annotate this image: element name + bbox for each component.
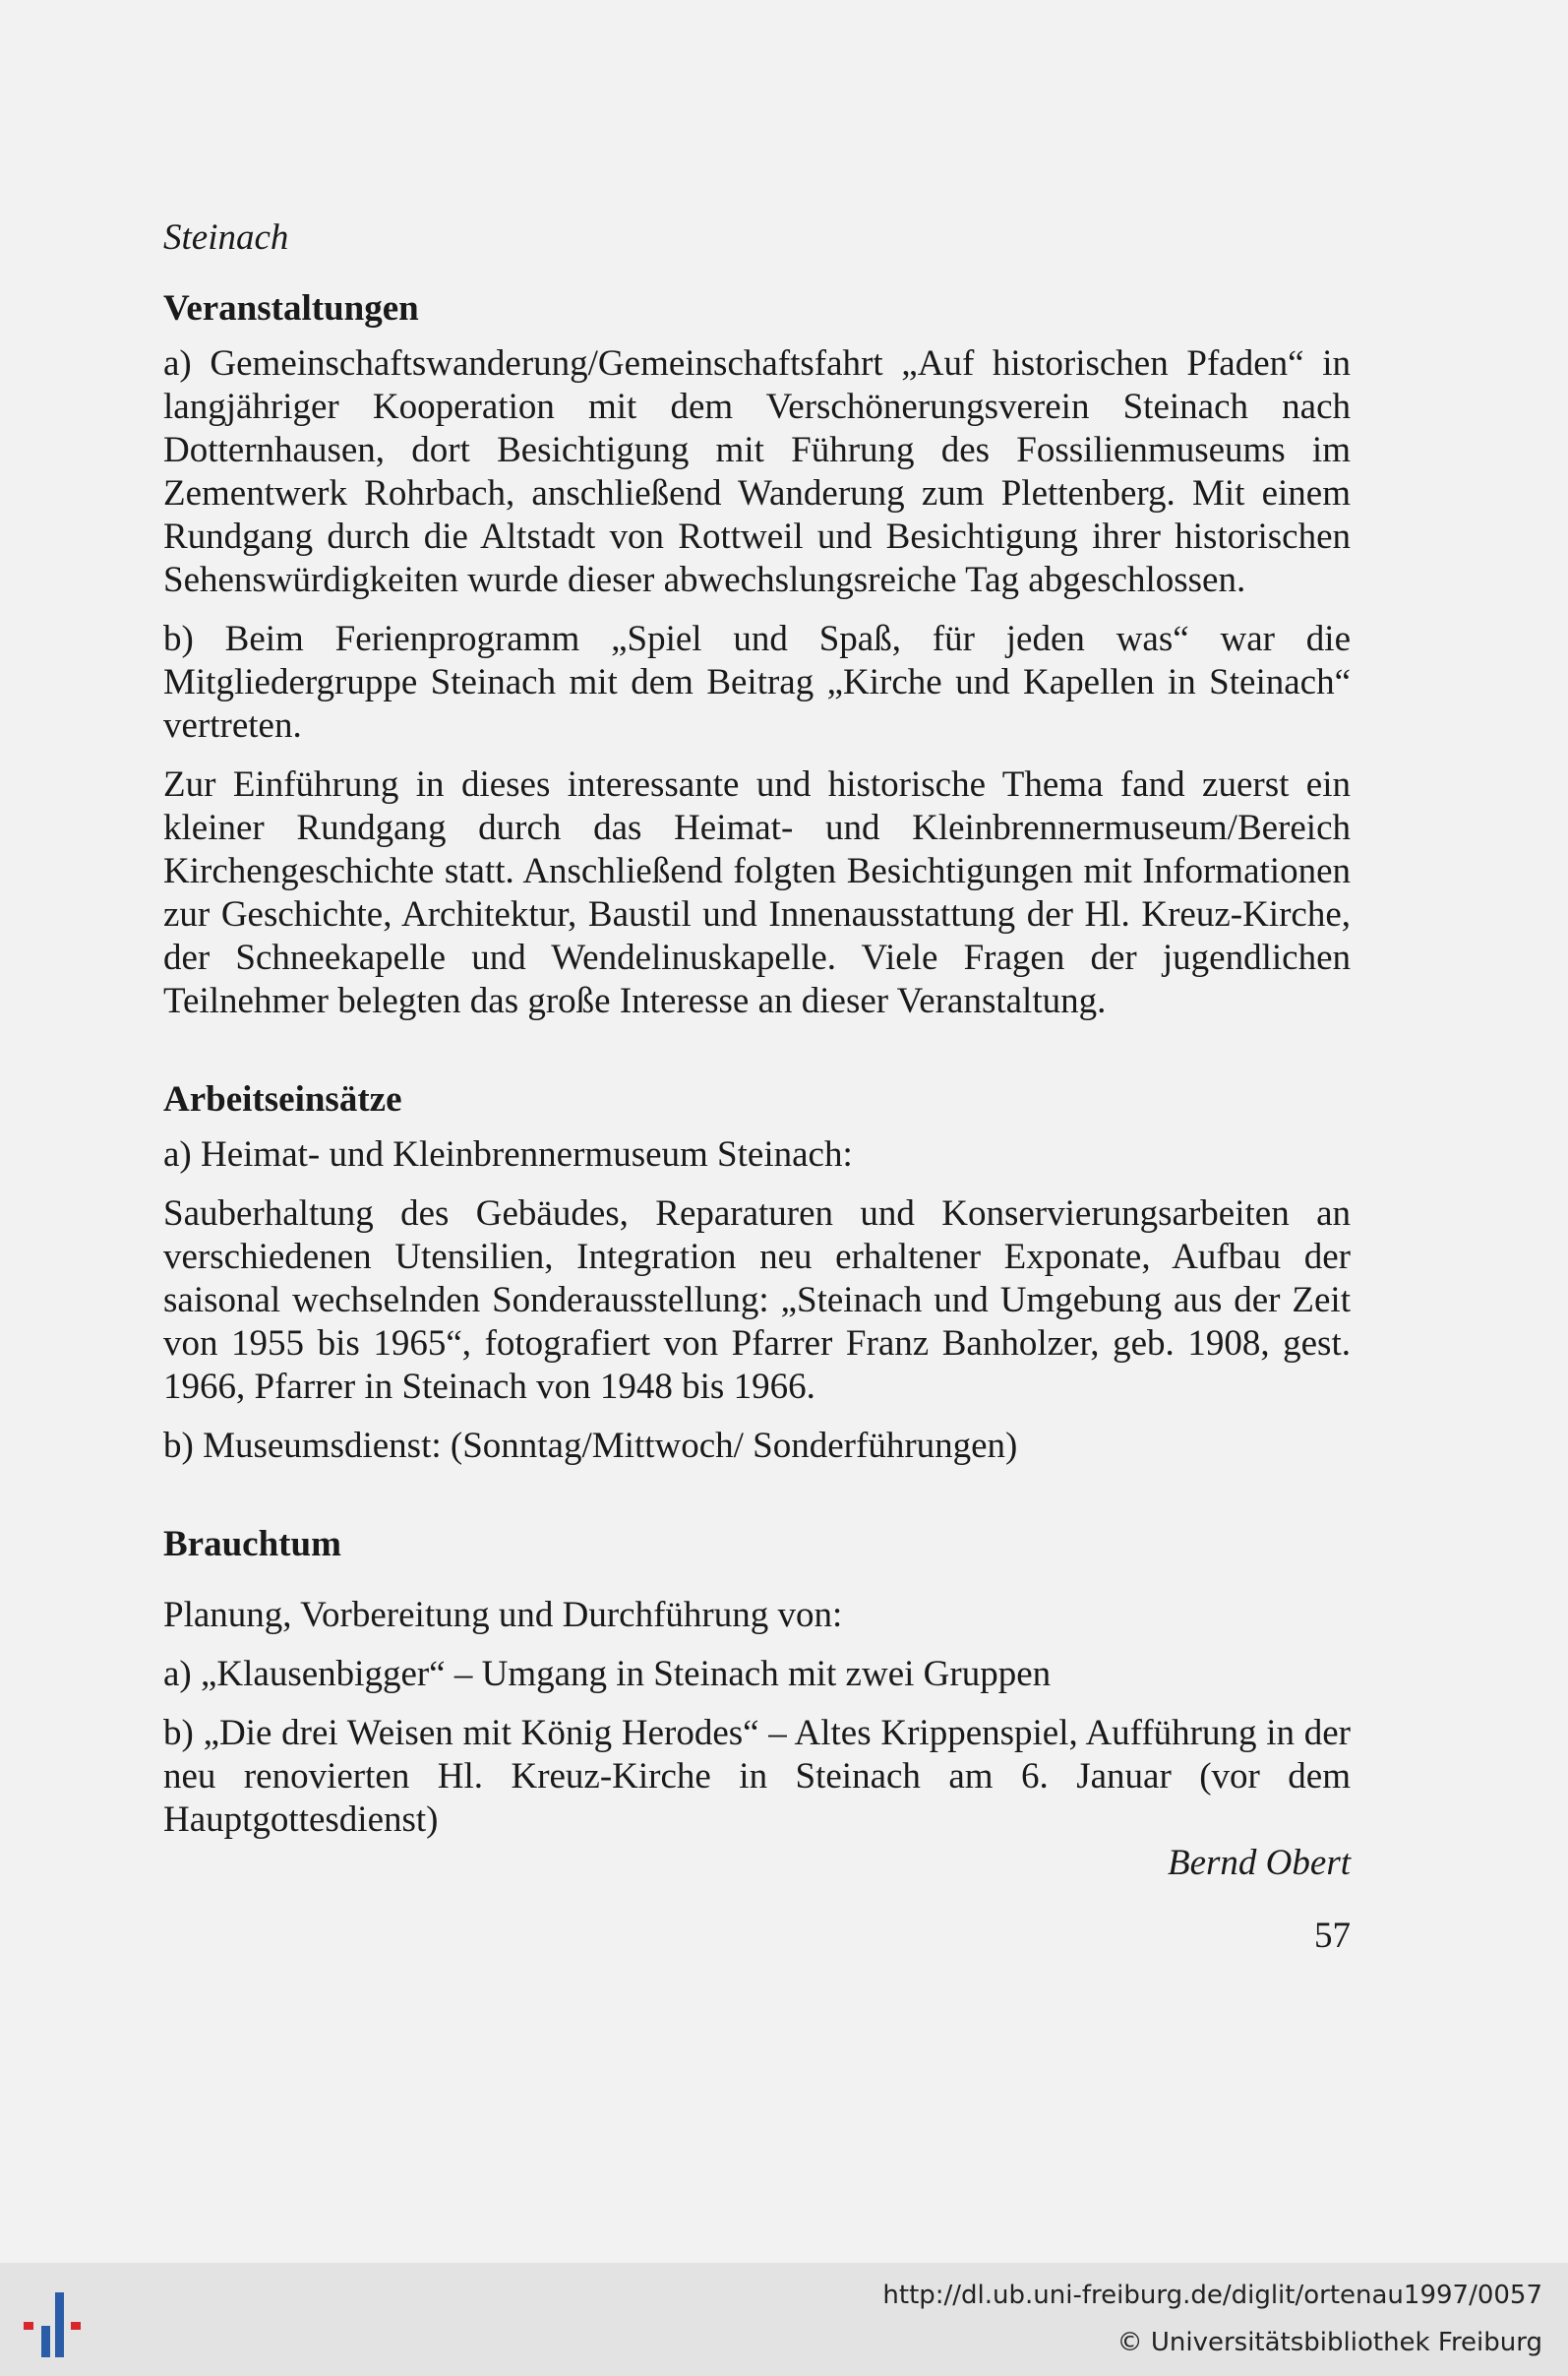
paragraph: Sauberhaltung des Gebäudes, Reparaturen und Konservierungsarbeiten an verschiedenen Utensilien, Integration neu erhaltener Exponate, Aufbau der saisonal wechselnden Sonderausstellung: „Steinach und Umgebung aus der Zeit von 1955 bis 1965“, fotografiert von Pfarrer Franz Banholzer, geb. 1908, gest. 1966, Pfarrer in Steinach von 1948 bis 1966. [163,1193,1351,1407]
paragraph: b) „Die drei Weisen mit König Herodes“ – Altes Krippenspiel, Aufführung in der neu renovierten Hl. Kreuz-Kirche in Steinach am 6. Januar (vor dem Hauptgottesdienst) [163,1713,1351,1840]
library-logo-icon [22,2285,100,2363]
source-url-link[interactable]: http://dl.ub.uni-freiburg.de/diglit/ortenau1997/0057 [882,2281,1542,2310]
paragraph: Planung, Vorbereitung und Durchführung von: [163,1595,843,1635]
paragraph: a) „Klausenbigger“ – Umgang in Steinach mit zwei Gruppen [163,1654,1052,1694]
paragraph: b) Museumsdienst: (Sonntag/Mittwoch/ Sonderführungen) [163,1426,1018,1466]
paragraph: b) Beim Ferienprogramm „Spiel und Spaß, für jeden was“ war die Mitgliedergruppe Steinach mit dem Beitrag „Kirche und Kapellen in Steinach“ vertreten. [163,619,1351,746]
paragraph: a) Gemeinschaftswanderung/Gemeinschaftsfahrt „Auf historischen Pfaden“ in langjähriger Kooperation mit dem Verschönerungsverein Steinach nach Dotternhausen, dort Besichtigung mit Führung des Fossilienmuseums im Zementwerk Rohrbach, anschließend Wanderung zum Plettenberg. Mit einem Rundgang durch die Altstadt von Rottweil und Besichtigung ihrer historischen Sehenswürdigkeiten wurde dieser abwechslungsreiche Tag abgeschlossen. [163,343,1351,600]
page-number: 57 [1314,1916,1351,1956]
section-heading-brauchtum: Brauchtum [163,1524,341,1564]
copyright-notice: © Universitätsbibliothek Freiburg [1116,2328,1542,2357]
library-footer [0,2263,1568,2376]
page-content [163,216,1351,1958]
paragraph: a) Heimat- und Kleinbrennermuseum Steinach: [163,1134,853,1175]
author-signature: Bernd Obert [1168,1843,1351,1883]
paragraph: Zur Einführung in dieses interessante und historische Thema fand zuerst ein kleiner Rundgang durch das Heimat- und Kleinbrennermuseum/Bereich Kirchengeschichte statt. Anschließend folgten Besichtigungen mit Informationen zur Geschichte, Architektur, Baustil und Innenausstattung der Hl. Kreuz-Kirche, der Schneekapelle und Wendelinuskapelle. Viele Fragen der jugendlichen Teilnehmer belegten das große Interesse an dieser Veranstaltung. [163,764,1351,1021]
section-heading-arbeitseinsaetze: Arbeitseinsätze [163,1079,402,1120]
running-head: Steinach [163,217,289,258]
section-heading-veranstaltungen: Veranstaltungen [163,288,419,329]
